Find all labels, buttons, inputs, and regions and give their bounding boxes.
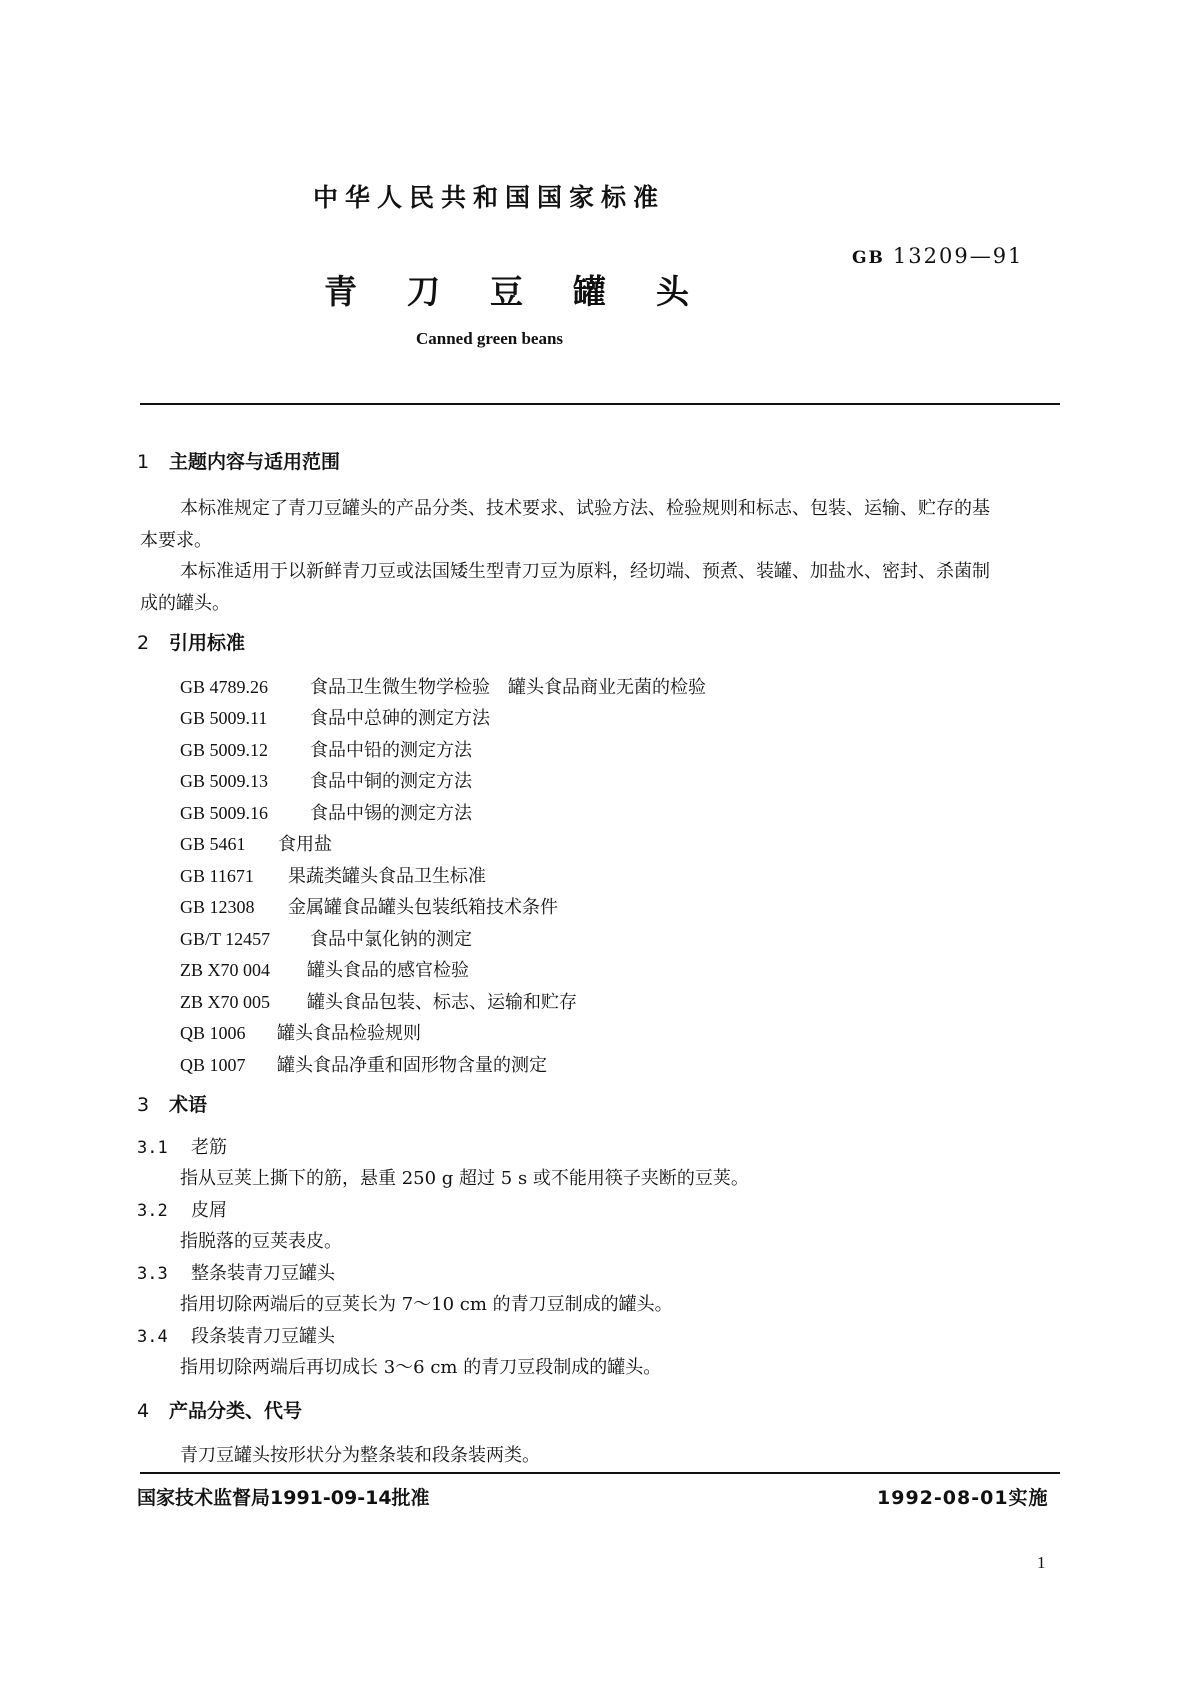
page-number: 1 [1037,1553,1046,1572]
reference-item: GB 12308 金属罐食品罐头包装纸箱技术条件 [180,897,558,918]
reference-item: GB 5009.12 食品中铅的测定方法 [180,740,472,761]
section-1-paragraph-1-line-1: 本标准规定了青刀豆罐头的产品分类、技术要求、试验方法、检验规则和标志、包装、运输、贮存的基 [180,498,990,519]
reference-item: QB 1007 罐头食品净重和固形物含量的测定 [180,1055,547,1076]
term-definition: 指用切除两端后的豆荚长为 7～10 cm 的青刀豆制成的罐头。 [180,1294,673,1315]
section-2-heading: 2 引用标准 [137,632,246,654]
reference-item: GB 5009.16 食品中锡的测定方法 [180,803,472,824]
document-title-english: Canned green beans [416,329,564,348]
reference-item: ZB X70 005 罐头食品包装、标志、运输和贮存 [180,992,577,1013]
section-4-paragraph: 青刀豆罐头按形状分为整条装和段条装两类。 [180,1445,540,1466]
reference-item: GB 11671 果蔬类罐头食品卫生标准 [180,866,486,887]
approval-line: 国家技术监督局1991-09-14批准 [137,1487,430,1509]
reference-item: GB 5009.13 食品中铜的测定方法 [180,771,472,792]
section-1-heading: 1 主题内容与适用范围 [137,451,341,473]
section-1-paragraph-2-line-2: 成的罐头。 [140,593,230,614]
code-prefix: GB [852,248,885,268]
term-heading: 3.3 整条装青刀豆罐头 [137,1263,335,1284]
term-definition: 指用切除两端后再切成长 3～6 cm 的青刀豆段制成的罐头。 [180,1357,662,1378]
term-heading: 3.2 皮屑 [137,1200,227,1221]
term-heading: 3.4 段条装青刀豆罐头 [137,1326,335,1347]
reference-item: GB 5009.11 食品中总砷的测定方法 [180,708,490,729]
section-4-heading: 4 产品分类、代号 [137,1400,303,1422]
reference-item: QB 1006 罐头食品检验规则 [180,1023,421,1044]
standard-code [852,244,1023,268]
reference-item: GB 5461 食用盐 [180,834,332,855]
section-3-heading: 3 术语 [137,1094,208,1116]
implementation-date: 1992-08-01实施 [877,1487,1049,1509]
section-1-paragraph-1-line-2: 本要求。 [140,530,212,551]
term-definition: 指从豆荚上撕下的筋，悬重 250 g 超过 5 s 或不能用筷子夹断的豆荚。 [180,1168,749,1189]
document-title: 青刀豆罐头 [324,272,739,311]
standard-type: 中华人民共和国国家标准 [313,183,666,212]
reference-item: ZB X70 004 罐头食品的感官检验 [180,960,469,981]
footer-divider [140,1472,1060,1474]
term-definition: 指脱落的豆荚表皮。 [180,1231,342,1252]
reference-item: GB/T 12457 食品中氯化钠的测定 [180,929,472,950]
section-1-paragraph-2-line-1: 本标准适用于以新鲜青刀豆或法国矮生型青刀豆为原料，经切端、预煮、装罐、加盐水、密封、杀菌制 [180,561,990,582]
term-heading: 3.1 老筋 [137,1137,227,1158]
header-divider [140,403,1060,405]
code-number: 13209—91 [892,244,1024,268]
reference-item: GB 4789.26 食品卫生微生物学检验 罐头食品商业无菌的检验 [180,677,706,698]
